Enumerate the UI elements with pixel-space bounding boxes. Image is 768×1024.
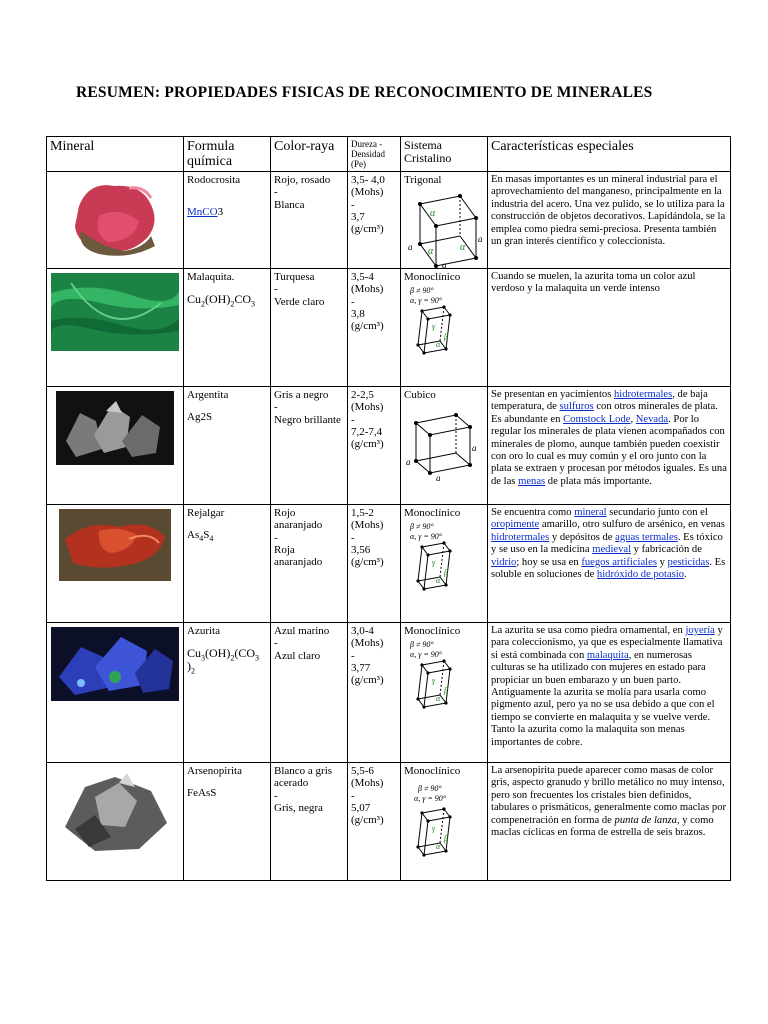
separator: - xyxy=(351,198,355,211)
gamma-label: γ xyxy=(432,824,436,834)
separator: - xyxy=(351,649,355,662)
color-streak: Gris, negra xyxy=(274,801,323,814)
text-run: , y como maclas cíclicas en forma de estrella de seis brazos. xyxy=(491,814,714,839)
alpha-label: α xyxy=(430,208,436,220)
mineral-name: Rejalgar xyxy=(187,507,225,519)
edge-a-label: a xyxy=(408,242,413,253)
features-text xyxy=(491,507,725,580)
separator: - xyxy=(274,283,278,296)
color-cell xyxy=(271,172,348,269)
features-text xyxy=(491,625,723,748)
hardness-value: 3,5-4 xyxy=(351,271,374,283)
beta-angle-label: β ≠ 90° xyxy=(410,522,434,532)
hardness-unit: (Mohs) xyxy=(351,637,384,650)
mineral-name: Argentita xyxy=(187,389,229,401)
wiki-link[interactable]: aguas termales xyxy=(615,531,678,543)
text-run: Se presentan en yacimientos xyxy=(491,389,614,400)
italic-term: punta de lanza xyxy=(614,814,677,826)
header-row xyxy=(47,137,731,172)
beta-angle-label: β ≠ 90° xyxy=(418,784,442,794)
separator: - xyxy=(351,295,355,308)
crystal-system: Monoclínico xyxy=(404,625,461,637)
alpha-gamma-label: α, γ = 90° xyxy=(410,296,442,306)
edge-a-label: a xyxy=(406,457,411,468)
arsenopirita-photo xyxy=(55,767,175,859)
hardness-value: 3,0-4 xyxy=(351,625,374,637)
crystal-system: Monoclínico xyxy=(404,507,461,519)
alpha-gamma-label: α, γ = 90° xyxy=(410,532,442,542)
system-cell xyxy=(401,387,488,505)
separator: - xyxy=(274,531,278,544)
separator: - xyxy=(274,186,278,199)
formula: Ag2S xyxy=(187,411,213,424)
density-unit: (g/cm³) xyxy=(351,674,384,687)
argentita-photo xyxy=(56,391,174,465)
density-value: 3,8 xyxy=(351,307,365,320)
hardness-unit: (Mohs) xyxy=(351,777,384,790)
wiki-link[interactable]: mineral xyxy=(574,507,607,518)
monoclinic-diagram xyxy=(404,285,484,355)
alpha-label: α xyxy=(460,242,466,254)
crystal-system: Monoclínico xyxy=(404,271,461,283)
density-unit: (g/cm³) xyxy=(351,814,384,827)
mineral-photo-cell xyxy=(47,172,184,269)
text-run: . Es soluble en soluciones de xyxy=(491,556,726,581)
alpha-gamma-label: α, γ = 90° xyxy=(410,650,442,660)
density-unit: (g/cm³) xyxy=(351,438,384,451)
text-run: secundario junto con el xyxy=(606,507,708,518)
beta-label: β xyxy=(444,834,448,844)
features-cell xyxy=(488,623,731,763)
header-hardness: Dureza - Densidad (Pe) xyxy=(348,137,401,172)
formula: $Cu_2(OH)_2CO_3$ xyxy=(187,292,256,309)
beta-angle-label: β ≠ 90° xyxy=(410,286,434,296)
color-cell xyxy=(271,505,348,623)
color-main: Rojo anaranjado xyxy=(274,507,323,532)
color-main: Gris a negro xyxy=(274,389,329,401)
system-cell xyxy=(401,763,488,881)
mineral-name: Azurita xyxy=(187,625,220,637)
formula-cell xyxy=(184,172,271,269)
hardness-unit: (Mohs) xyxy=(351,401,384,414)
density-value: 5,07 xyxy=(351,801,371,814)
hardness-value: 5,5-6 xyxy=(351,765,374,777)
wiki-link[interactable]: joyería xyxy=(685,625,715,636)
wiki-link[interactable]: pesticidas xyxy=(667,556,710,568)
monoclinic-crystal-diagram xyxy=(404,285,484,355)
density-value: 3,7 xyxy=(351,210,365,223)
formula-cell xyxy=(184,387,271,505)
rejalgar-photo xyxy=(59,509,171,581)
system-cell xyxy=(401,269,488,387)
color-main: Turquesa xyxy=(274,271,315,283)
beta-label: β xyxy=(444,332,448,342)
monoclinic-crystal-diagram xyxy=(404,521,484,591)
mineral-photo-cell xyxy=(47,387,184,505)
alpha-label: α xyxy=(428,246,434,258)
features-text xyxy=(491,389,727,487)
text-run: La arsenopirita puede aparecer como masas de color gris, aspecto granudo y brillo metálico no muy intenso, pero son frecuentes los cristales bien definidos, tabulares o prismáticos, generalmente como maclas por compenetración en forma de xyxy=(491,765,727,826)
edge-a-label: a xyxy=(442,260,447,271)
color-cell xyxy=(271,623,348,763)
alpha-label: α xyxy=(436,340,441,350)
text-run: Se encuentra como xyxy=(491,507,575,518)
separator: - xyxy=(351,531,355,544)
color-streak: Azul claro xyxy=(274,649,321,662)
separator: - xyxy=(274,401,278,414)
table-row xyxy=(47,172,731,269)
table-row xyxy=(47,387,731,505)
features-text xyxy=(491,765,726,838)
header-formula: Formula química xyxy=(184,137,271,172)
mineral-photo-cell xyxy=(47,763,184,881)
hardness-value: 2-2,5 xyxy=(351,389,374,401)
formula: $Cu_3(OH)_2(CO_3$ )$_2$ xyxy=(187,646,260,675)
hardness-cell xyxy=(348,172,401,269)
text-run: , xyxy=(630,413,636,425)
hardness-cell xyxy=(348,623,401,763)
density-value: 3,77 xyxy=(351,661,371,674)
color-streak: Roja anaranjado xyxy=(274,543,323,569)
hardness-cell xyxy=(348,505,401,623)
text-run: y xyxy=(656,556,668,568)
azurita-photo xyxy=(51,627,179,701)
formula-link[interactable]: MnCO xyxy=(187,206,218,219)
mineral-name: Rodocrosita xyxy=(187,174,241,186)
text-run: , de baja temperatura, de xyxy=(491,389,708,413)
separator: - xyxy=(351,789,355,802)
features-cell xyxy=(488,387,731,505)
formula xyxy=(187,206,267,218)
density-unit: (g/cm³) xyxy=(351,223,384,236)
wiki-link[interactable]: hidrotermales xyxy=(491,531,550,543)
text-run: . Es tóxico y se uso en la medicina xyxy=(491,531,723,556)
header-system: Sistema Cristalino xyxy=(401,137,488,172)
formula-suffix: 3 xyxy=(217,206,224,219)
hardness-value: 3,5- 4,0 xyxy=(351,174,385,186)
system-cell xyxy=(401,623,488,763)
color-streak: Verde claro xyxy=(274,295,325,308)
mineral-name: Arsenopirita xyxy=(187,765,242,777)
text-run: de plata más importante. xyxy=(545,475,652,487)
hardness-unit: (Mohs) xyxy=(351,186,384,199)
features-cell: Cuando se muelen, la azurita toma un color azul verdoso y la malaquita un verde intenso xyxy=(488,269,731,387)
wiki-link[interactable]: vidrio xyxy=(491,556,517,568)
cubic-crystal-diagram xyxy=(404,403,484,483)
wiki-link[interactable]: menas xyxy=(518,475,546,487)
color-cell xyxy=(271,763,348,881)
density-value: 7,2-7,4 xyxy=(351,425,383,438)
beta-angle-label: β ≠ 90° xyxy=(410,640,434,650)
formula-cell xyxy=(184,763,271,881)
alpha-label: α xyxy=(436,694,441,704)
minerals-table xyxy=(46,136,731,881)
wiki-link[interactable]: Nevada xyxy=(635,413,669,425)
mineral-photo-cell xyxy=(47,505,184,623)
gamma-label: γ xyxy=(432,676,436,686)
text-run: . Por lo regular los minerales de plata vienen acompañados con minerales de plomo, aunque también pueden coexistir con oro lo cual es muy común y el oro junto con la plata se extraen y procesan por métodos iguales. Es una de las xyxy=(491,413,727,487)
formula: FeAsS xyxy=(187,787,217,800)
table-row xyxy=(47,623,731,763)
features-cell: En masas importantes es un mineral industrial para el aprovechamiento del manganeso, principalmente en la industria del acero. Una vez pulido, se lo utiliza para la construcción de objetos decorativos. Lapidándola, se la emplea como piedra semi-preciosa. Presenta también un gran interés científico y coleccionista. xyxy=(488,172,731,269)
beta-label: β xyxy=(444,686,448,696)
header-color: Color-raya xyxy=(271,137,348,172)
color-main: Rojo, rosado xyxy=(274,174,331,186)
mineral-photo-cell xyxy=(47,623,184,763)
system-cell xyxy=(401,505,488,623)
text-run: La azurita se usa como piedra ornamental, en xyxy=(491,625,686,636)
density-unit: (g/cm³) xyxy=(351,320,384,333)
text-run: amarillo, otro sulfuro de arsénico, en venas xyxy=(539,519,725,531)
color-streak: Negro brillante xyxy=(274,413,341,426)
beta-label: β xyxy=(444,568,448,578)
table-row xyxy=(47,269,731,387)
density-unit: (g/cm³) xyxy=(351,556,384,569)
features-cell xyxy=(488,505,731,623)
table-row xyxy=(47,763,731,881)
text-run: . xyxy=(684,569,687,581)
density-value: 3,56 xyxy=(351,543,371,556)
header-features: Características especiales xyxy=(488,137,731,172)
color-cell xyxy=(271,387,348,505)
alpha-label: α xyxy=(436,842,441,852)
gamma-label: γ xyxy=(432,322,436,332)
crystal-system: Cubico xyxy=(404,389,436,401)
separator: - xyxy=(351,413,355,426)
edge-a-label: a xyxy=(436,473,441,484)
document-title: RESUMEN: PROPIEDADES FISICAS DE RECONOCIMIENTO DE MINERALES xyxy=(76,84,653,101)
system-cell xyxy=(401,172,488,269)
formula-cell xyxy=(184,505,271,623)
monoclinic-crystal-diagram xyxy=(404,779,484,859)
separator: - xyxy=(274,789,278,802)
wiki-link[interactable]: malaquita xyxy=(586,649,629,661)
hardness-cell xyxy=(348,387,401,505)
hardness-cell xyxy=(348,269,401,387)
header-mineral: Mineral xyxy=(47,137,184,172)
hardness-cell xyxy=(348,763,401,881)
table-row xyxy=(47,505,731,623)
alpha-gamma-label: α, γ = 90° xyxy=(414,794,446,804)
mineral-photo-cell xyxy=(47,269,184,387)
color-main: Azul marino xyxy=(274,625,330,637)
features-cell xyxy=(488,763,731,881)
hardness-unit: (Mohs) xyxy=(351,283,384,296)
text-run: ; hoy se usa en xyxy=(516,556,582,568)
wiki-link[interactable]: hidrotermales xyxy=(613,389,673,400)
text-run: y fabricación de xyxy=(631,544,702,556)
hardness-unit: (Mohs) xyxy=(351,519,384,532)
rodocrosita-photo xyxy=(69,176,161,258)
monoclinic-crystal-diagram xyxy=(404,639,484,709)
formula-cell xyxy=(184,269,271,387)
wiki-link[interactable]: sulfuros xyxy=(559,401,594,413)
edge-a-label: a xyxy=(472,443,477,454)
color-streak: Blanca xyxy=(274,198,305,211)
color-main: Blanco a gris acerado xyxy=(274,765,333,790)
formula-cell xyxy=(184,623,271,763)
gamma-label: γ xyxy=(432,558,436,568)
wiki-link[interactable]: fuegos artificiales xyxy=(581,556,657,568)
wiki-link[interactable]: oropimente xyxy=(491,519,540,531)
text-run: , en numerosas culturas se ha utilizado con mujeres en estado para propiciar un buen embarazo y un buen parto. Antiguamente la azurita se molía para usarla como pigmento azul, pero ya no se usa debido a que con el tiempo se convierte en malaquita y se vuelve verde. Tanto la azurita como la malaquita son menas importantes de cobre. xyxy=(491,649,715,748)
formula: $As_4S_4$ xyxy=(187,529,214,544)
alpha-label: α xyxy=(436,576,441,586)
mineral-name: Malaquita. xyxy=(187,271,235,283)
malaquita-photo xyxy=(51,273,179,351)
crystal-system: Trigonal xyxy=(404,174,442,186)
edge-a-label: a xyxy=(478,234,483,245)
text-run: y depósitos de xyxy=(549,531,616,543)
separator: - xyxy=(274,637,278,650)
color-cell xyxy=(271,269,348,387)
hardness-value: 1,5-2 xyxy=(351,507,374,519)
wiki-link[interactable]: medieval xyxy=(592,544,632,556)
trigonal-crystal-diagram xyxy=(404,188,483,271)
crystal-system: Monoclínico xyxy=(404,765,461,777)
wiki-link[interactable]: hidróxido de potasio xyxy=(596,569,685,581)
text-run: y para coleccionismo, ya que es especialmente llamativa si está combinada con xyxy=(491,625,723,661)
text-run: con otros minerales de plata. Es abundante en xyxy=(491,401,718,425)
wiki-link[interactable]: Comstock Lode xyxy=(563,413,631,425)
